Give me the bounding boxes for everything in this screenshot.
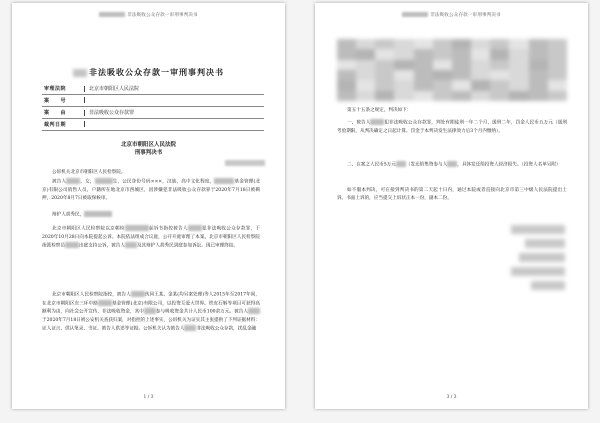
- case-info-row: [42, 95, 264, 107]
- case-info-key: 审理法院: [42, 83, 82, 95]
- paragraph-defense-counsel: 辩护人胡秀民，: [42, 211, 260, 220]
- case-info-value: [82, 95, 264, 107]
- page-number: 1 / 3: [143, 395, 154, 400]
- case-info-key: 案 号: [42, 95, 82, 107]
- paragraph-appeal-notice: 如不服本判决，可在接到判决书的第二天起十日内，通过本院或者直接向北京市第三中级人民法院提出上诉。书面上诉的，应当提交上诉状正本一份，副本二份。: [337, 188, 567, 201]
- document-page-3: [315, 3, 588, 409]
- case-reference: [225, 160, 265, 167]
- redacted-signature: [511, 225, 565, 234]
- redacted-block: [402, 12, 428, 17]
- redacted-text: [248, 308, 260, 314]
- running-header: 非法吸收公众存款一审刑事判决书: [315, 12, 588, 18]
- redacted-text: [95, 178, 113, 184]
- redacted-text: [66, 178, 80, 184]
- paragraph-verdict-2: 二、在案之人民币5万元 （发还给集资参与人 ，具体发还给投资人经济损失。（投资人名单另附）: [347, 162, 561, 168]
- redacted-text: [98, 300, 112, 306]
- paragraph-proceedings: 北京市朝阳区人民检察院以京朝检 起诉书指控被告人 犯非法吸收公众存款罪，于2020年10月28日向本院提起公诉。本院依法组成合议庭，公开开庭审理了本案。北京市朝阳区人民检察院指派检察员 出庭支持公诉，被告人 及其辩护人胡秀民到庭参加诉讼。现已审理终结。: [42, 226, 260, 248]
- redacted-text: [447, 161, 457, 167]
- paragraph-prosecutor: 公诉机关北京市朝阳区人民检察院。: [52, 170, 126, 175]
- paragraph-allegation: 北京市朝阳区人民检察院指控，被告人 伙同王某、金某(均另案处理)等人2015年至2017年间，在北京市朝阳区东三环中路 基金管理(北京)有限公司，以投资互爱大世界、铁皮石斛等项目可获得高额利为由，向社会公开宣传，非法吸收资金，其中 参与吸收资金共计人民币100余万元。被告人于2020年7月18日被公安机关查获归案，对指控的上述事实，公诉机关为证实其主张提供了下列证据材料：证人证言、供认笔录、书证、被告人供述等证据。公诉机关认为被告人 非法吸收公众存款，扰乱金融: [42, 292, 260, 331]
- redacted-text: [370, 119, 384, 125]
- redacted-text: [125, 225, 149, 231]
- case-info-value: 北京市朝阳区人民法院: [82, 83, 264, 95]
- redacted-text: [184, 325, 196, 331]
- redacted-text: [125, 242, 137, 248]
- redacted-signature: [525, 239, 565, 248]
- case-info-row: [42, 107, 264, 119]
- case-info-value: 非法吸收公众存款罪: [82, 107, 264, 119]
- redacted-text: [131, 291, 145, 297]
- redacted-block: [225, 160, 265, 166]
- court-heading: [12, 141, 285, 157]
- redacted-signature: [519, 253, 565, 262]
- case-info-key: 案 由: [42, 107, 82, 119]
- case-info-row: [42, 119, 264, 131]
- redacted-text-block: [337, 39, 567, 101]
- document-page-1: [12, 3, 285, 409]
- case-info-row: [42, 83, 264, 95]
- redacted-defendant-name: [73, 69, 87, 77]
- redacted-text: [188, 225, 202, 231]
- case-info-key: 裁判日期: [42, 119, 82, 131]
- document-type: 刑事判决书: [134, 150, 163, 156]
- redacted-text: [65, 242, 79, 248]
- redacted-text: [84, 211, 112, 217]
- redacted-signature: [511, 267, 565, 276]
- redacted-block: [99, 12, 125, 17]
- document-title: 非法吸收公众存款一审刑事判决书: [12, 67, 285, 78]
- page-number: 3 / 3: [446, 395, 457, 400]
- paragraph-verdict-1: 一、被告人 犯非法吸收公众存款罪，判处有期徒刑一年二个月，缓刑二年，罚金人民币五万元（缓刑考验期限，从判决确定之日起计算。罚金于本判决发生法律效力后3个月内缴纳）。: [337, 120, 567, 134]
- case-info-value: [82, 119, 264, 131]
- running-header: 非法吸收公众存款一审刑事判决书: [12, 12, 285, 18]
- redacted-text: [214, 178, 234, 184]
- redacted-text: [144, 308, 156, 314]
- redacted-signature: [531, 281, 565, 290]
- redacted-text: [396, 161, 406, 167]
- paragraph-defendant: 被告人 ，女， 生，公民身份号码×××，汉族，高中文化程度， 基金管理(北京)有限公司销售人员，户籍所在地北京市西城区，因涉嫌犯非法吸收公众存款罪于2020年7月18日被羁押，2020年8月7日被取保候审。: [42, 179, 260, 201]
- paragraph-legal-basis: 第五十五条之规定，判决如下：: [347, 108, 412, 113]
- case-info-table: [42, 83, 264, 131]
- court-name: 北京市朝阳区人民法院: [120, 142, 176, 148]
